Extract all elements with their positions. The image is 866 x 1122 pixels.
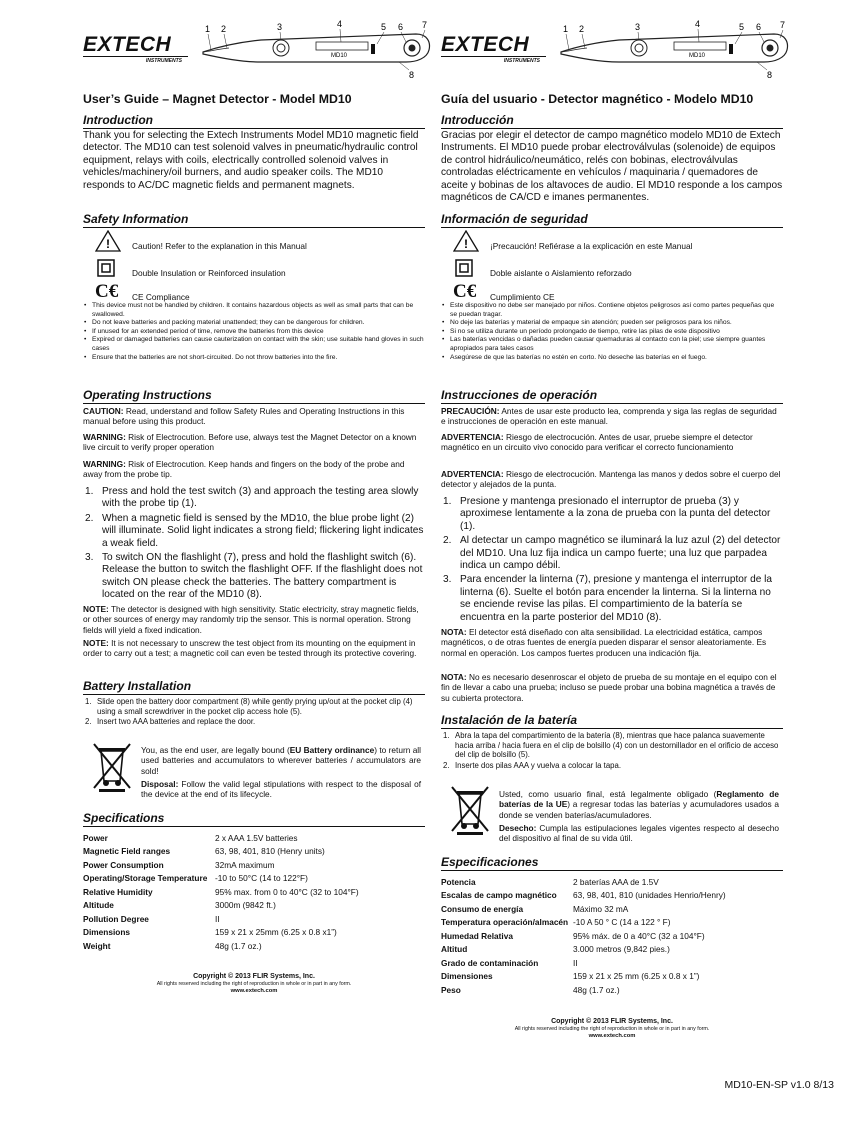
- document-version: MD10-EN-SP v1.0 8/13: [724, 1079, 834, 1091]
- table-row: Power Consumption 32mA maximum: [83, 859, 275, 870]
- operating-heading: Instrucciones de operación: [441, 388, 783, 404]
- list-item: 2. Insert two AAA batteries and replace the door.: [85, 717, 256, 727]
- specifications-heading: Especificaciones: [441, 855, 783, 871]
- weee-bin-icon: [91, 741, 133, 793]
- battery-steps: [441, 731, 783, 771]
- battery-heading: Battery Installation: [83, 679, 425, 695]
- operating-heading: Operating Instructions: [83, 388, 425, 404]
- list-item: • Si no se utiliza durante un período prolongado de tiempo, retire las pilas de este dispositivo: [441, 328, 783, 337]
- table-row: Relative Humidity 95% max. from 0 to 40°C (32 to 104°F): [83, 886, 359, 897]
- list-item: • Do not leave batteries and packing material unattended; they can be dangerous for children.: [83, 319, 425, 328]
- intro-text: Gracias por elegir el detector de campo magnético modelo MD10 de Extech Instruments. El MD10 puede probar electroválvulas (solenoide) de equipos de control hidráulico/neumático, relés con bobinas, electroválvulas controladas eléctricamente en vehículos / maquinaria / quemadores de aceite y bobinas de los altavoces de audio. El MD10 responde a los campos magnéticos de CA/CD e imanes permanentes.: [441, 130, 783, 204]
- intro-heading: Introduction: [83, 113, 425, 129]
- svg-text:6: 6: [756, 22, 762, 32]
- caution-icon: [453, 230, 479, 252]
- list-item: • Asegúrese de que las baterías no estén en corto. No deseche las baterías en el fuego.: [441, 354, 783, 363]
- svg-text:4: 4: [695, 19, 701, 29]
- list-item: • No deje las baterías y material de empaque sin atención; pueden ser peligrosos para los niños.: [441, 319, 783, 328]
- specifications-heading: Specifications: [83, 811, 425, 827]
- table-row: Altitude 3000m (9842 ft.): [83, 900, 276, 911]
- warning-paragraph: ADVERTENCIA: Riesgo de electrocución. Antes de usar, pruebe siempre el detector magnético en un circuito vivo conocido para verificar el correcto funcionamiento: [441, 432, 753, 453]
- note-paragraph: NOTE: It is not necessary to unscrew the test object from its mounting on the equipment in order to carry out a test; a magnetic coil can even be tested through its protective covering.: [83, 638, 417, 659]
- safety-bullets: [83, 302, 425, 362]
- specifications-table: [441, 875, 726, 997]
- svg-text:5: 5: [739, 22, 745, 32]
- caution-icon: [95, 230, 121, 252]
- svg-text:!: !: [106, 237, 110, 251]
- list-item: • If unused for an extended period of time, remove the batteries from this device: [83, 328, 425, 337]
- list-item: • Expired or damaged batteries can cause cauterization on contact with the skin; use suitable hand gloves in such cases: [83, 336, 425, 353]
- table-row: Weight 48g (1.7 oz.): [83, 940, 262, 951]
- warning-paragraph: ADVERTENCIA: Riesgo de electrocución. Mantenga las manos y dedos sobre el cuerpo del detector y alejados de la punta.: [441, 469, 781, 490]
- note-paragraph: NOTA: No es necesario desenroscar el objeto de prueba de su montaje en el equipo con el fin de llevar a cabo una prueba; incluso se puede probar una bobina magnética a través de su cubierta protectora.: [441, 672, 777, 703]
- svg-text:8: 8: [767, 70, 773, 80]
- weee-text: Usted, como usuario final, está legalmente obligado (Reglamento de baterías de la UE) a regresar todas las baterías y acumuladores usados a donde se venden baterías/acumuladores.: [499, 789, 779, 820]
- operating-steps: [441, 496, 783, 626]
- table-row: Grado de contaminación II: [441, 957, 578, 968]
- battery-steps: [83, 697, 425, 728]
- note-paragraph: NOTE: The detector is designed with high sensitivity. Static electricity, stray magnetic fields, or other sources of energy may randomly trip the sensor. This is normal operation. Strong fields will yield a fixed indication.: [83, 604, 419, 635]
- list-item: 1. Presione y mantenga presionado el interruptor de prueba (3) y aproximese lentamente a la zona de prueba con la punta del detector (1).: [443, 496, 771, 532]
- svg-text:6: 6: [398, 22, 404, 32]
- weee-bin-icon: [449, 784, 491, 836]
- svg-text:5: 5: [381, 22, 387, 32]
- ce-text: Cumplimiento CE: [490, 292, 555, 302]
- operating-steps: [83, 486, 425, 604]
- list-item: • This device must not be handled by children. It contains hazardous objects as well as small parts that can be swallowed.: [83, 302, 425, 319]
- ce-icon: C€: [95, 281, 119, 302]
- list-item: 2. Inserte dos pilas AAA y vuelva a colocar la tapa.: [443, 760, 621, 770]
- svg-text:8: 8: [409, 70, 415, 80]
- svg-text:3: 3: [635, 22, 641, 32]
- note-paragraph: NOTA: El detector está diseñado con alta sensibilidad. La electricidad estática, campos magnéticos, o de otras fuentes de energía pueden disparar el sensor aleatoriamente. Es normal en operación. Los campos fuertes producen una indicación fija.: [441, 627, 767, 658]
- svg-text:1: 1: [563, 24, 569, 34]
- double-insulation-icon: [455, 259, 473, 277]
- table-row: Dimensions 159 x 21 x 25mm (6.25 x 0.8 x1”): [83, 927, 337, 938]
- safety-bullets: [441, 302, 783, 362]
- device-diagram: [559, 12, 791, 82]
- table-row: Temperatura operación/almacén -10 A 50 ° C (14 a 122 ° F): [441, 917, 671, 928]
- caution-paragraph: CAUTION: Read, understand and follow Safety Rules and Operating Instructions in this manual before using this product.: [83, 406, 405, 427]
- safety-heading: Safety Information: [83, 212, 425, 228]
- table-row: Potencia 2 baterías AAA de 1.5V: [441, 876, 659, 887]
- disposal-text: Disposal: Follow the valid legal stipulations with respect to the disposal of the device at the end of its lifecycle.: [141, 779, 421, 800]
- table-row: Pollution Degree II: [83, 913, 220, 924]
- table-row: Altitud 3.000 metros (9,842 pies.): [441, 944, 670, 955]
- intro-text: Thank you for selecting the Extech Instruments Model MD10 magnetic field detector. The MD10 can test solenoid valves in pneumatic/hydraulic control equipment, relays with coils, electrically controlled solenoid valves in vehicles/machinery/oil burners, and audio speaker coils. The MD10 responds to AC/DC magnetic fields and permanent magnets.: [83, 130, 419, 191]
- svg-text:3: 3: [277, 22, 283, 32]
- table-row: Dimensiones 159 x 21 x 25 mm (6.25 x 0.8 x 1”): [441, 971, 700, 982]
- ce-text: CE Compliance: [132, 292, 190, 302]
- ce-icon: C€: [453, 281, 477, 302]
- page-title: Guía del usuario - Detector magnético - Modelo MD10: [441, 92, 754, 106]
- copyright: Copyright © 2013 FLIR Systems, Inc. All rights reserved including the right of reproduction in whole or in part in any form. www.extech.com: [514, 1018, 710, 1039]
- double-insulation-icon: [97, 259, 115, 277]
- svg-text:MD10: MD10: [689, 53, 706, 59]
- svg-text:1: 1: [205, 24, 211, 34]
- extech-logo: EXTECH INSTRUMENTS: [441, 34, 546, 65]
- svg-text:2: 2: [579, 24, 585, 34]
- list-item: • Este dispositivo no debe ser manejado por niños. Contiene objetos peligrosos así como partes pequeñas que se puedan tragar.: [441, 302, 783, 319]
- table-row: Escalas de campo magnético 63, 98, 401, 810 (unidades Henrio/Henry): [441, 890, 726, 901]
- list-item: 3. Para encender la linterna (7), presione y mantenga el interruptor de la linterna (6). Suelte el botón para encender la linterna. Si la linterna no se enciende revise las pilas. El compartimiento de la batería se encuentra en la parte posterior del MD10 (8).: [443, 574, 772, 623]
- table-row: Humedad Relativa 95% máx. de 0 a 40°C (32 a 104°F): [441, 930, 705, 941]
- copyright: Copyright © 2013 FLIR Systems, Inc. All rights reserved including the right of reproduction in whole or in part in any form. www.extech.com: [156, 973, 352, 994]
- svg-text:!: !: [464, 237, 468, 251]
- extech-logo: EXTECH INSTRUMENTS: [83, 34, 188, 65]
- caution-symbol-text: Caution! Refer to the explanation in this Manual: [132, 241, 307, 251]
- svg-text:MD10: MD10: [331, 53, 348, 59]
- table-row: Operating/Storage Temperature -10 to 50°C (14 to 122°F): [83, 873, 308, 884]
- intro-heading: Introducción: [441, 113, 783, 129]
- svg-text:2: 2: [221, 24, 227, 34]
- device-diagram: [201, 12, 433, 82]
- list-item: 3. To switch ON the flashlight (7), press and hold the flashlight switch (6). Release the button to switch the flashlight OFF. If the flashlight does not switch ON please check the batteries. The battery compartment is located on the rear of the MD10 (8).: [85, 552, 423, 601]
- battery-heading: Instalación de la batería: [441, 713, 783, 729]
- caution-symbol-text: ¡Precaución! Refiérase a la explicación en este Manual: [490, 241, 693, 251]
- safety-heading: Información de seguridad: [441, 212, 783, 228]
- double-insulation-text: Doble aislante o Aislamiento reforzado: [490, 268, 632, 278]
- disposal-text: Desecho: Cumpla las estipulaciones legales vigentes respecto al desecho del dispositivo al final de su vida útil.: [499, 823, 779, 844]
- list-item: 2. Al detectar un campo magnético se iluminará la luz azul (2) del detector del MD10. Una luz fija indica un campo fuerte; una luz que parpadea indica un campo débil.: [443, 535, 781, 572]
- table-row: Consumo de energía Máximo 32 mA: [441, 903, 629, 914]
- specifications-table: [83, 831, 359, 953]
- double-insulation-text: Double Insulation or Reinforced insulation: [132, 268, 286, 278]
- table-row: Peso 48g (1.7 oz.): [441, 984, 620, 995]
- list-item: • Las baterías vencidas o dañadas pueden causar quemaduras al contacto con la piel; use siempre guantes apropiados para tales casos: [441, 336, 783, 353]
- weee-text: You, as the end user, are legally bound (EU Battery ordinance) to return all used batteries and accumulators to wherever batteries / accumulators are sold!: [141, 745, 421, 776]
- svg-text:7: 7: [780, 20, 786, 30]
- list-item: 1. Slide open the battery door compartment (8) while gently prying up/out at the pocket clip (4) using a small screwdriver in the pocket clip access hole (5).: [85, 697, 413, 716]
- warning-paragraph: WARNING: Risk of Electrocution. Keep hands and fingers on the body of the probe and away from the probe tip.: [83, 459, 405, 480]
- list-item: • Ensure that the batteries are not short-circuited. Do not throw batteries into the fire.: [83, 354, 425, 363]
- table-row: Magnetic Field ranges 63, 98, 401, 810 (Henry units): [83, 846, 325, 857]
- list-item: 1. Abra la tapa del compartimiento de la batería (8), mientras que hace palanca suavemente hacia arriba / hacia fuera en el clip de bolsillo (4) con un destornillador en el orificio de acceso del clip de bolsillo (5).: [443, 731, 779, 760]
- svg-text:7: 7: [422, 20, 428, 30]
- table-row: Power 2 x AAA 1.5V batteries: [83, 832, 298, 843]
- warning-paragraph: WARNING: Risk of Electrocution. Before use, always test the Magnet Detector on a known live circuit to verify proper operation: [83, 432, 417, 453]
- svg-text:4: 4: [337, 19, 343, 29]
- list-item: 2. When a magnetic field is sensed by the MD10, the blue probe light (2) will illuminate. Solid light indicates a strong field; flickering light indicates a weak field.: [85, 512, 424, 549]
- page-title: User’s Guide – Magnet Detector - Model MD10: [83, 92, 352, 106]
- caution-paragraph: PRECAUCIÓN: Antes de usar este producto lea, comprenda y siga las reglas de seguridad e instrucciones de operación en este manual.: [441, 406, 777, 427]
- list-item: 1. Press and hold the test switch (3) and approach the testing area slowly with the probe tip (1).: [85, 486, 419, 510]
